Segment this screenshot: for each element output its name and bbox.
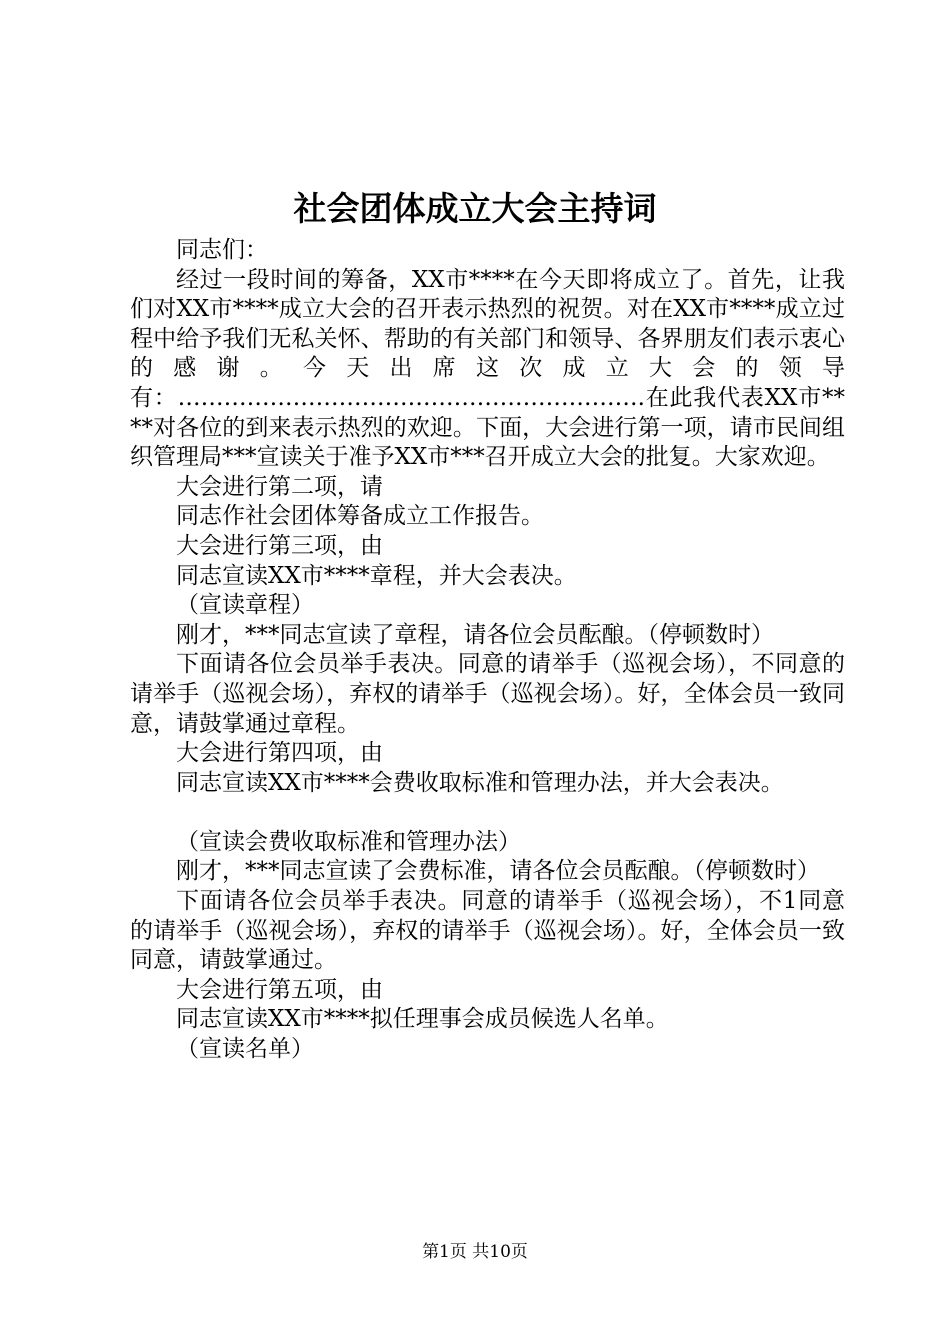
paragraph-item-three-charter: 同志宣读XX市****章程，并大会表决。 xyxy=(176,562,577,589)
paragraph-read-fees: （宣读会费收取标准和管理办法） xyxy=(176,828,521,855)
paragraph-read-list: （宣读名单） xyxy=(176,1036,314,1063)
paragraph-item-two: 大会进行第二项，请 xyxy=(176,473,383,500)
paragraph-item-three: 大会进行第三项，由 xyxy=(176,532,383,559)
paragraph-fees-discussion: 刚才，***同志宣读了会费标准，请各位会员酝酿。（停顿数时） xyxy=(176,858,820,885)
paragraph-greeting: 同志们： xyxy=(176,237,268,263)
document-body xyxy=(130,236,845,1065)
paragraph-item-four: 大会进行第四项，由 xyxy=(176,740,383,767)
paragraph-item-five-candidates: 同志宣读XX市****拟任理事会成员候选人名单。 xyxy=(176,1006,669,1033)
paragraph-charter-discussion: 刚才，***同志宣读了章程，请各位会员酝酿。（停顿数时） xyxy=(176,621,774,648)
page-number-footer: 第1页 共10页 xyxy=(422,1242,528,1262)
paragraph-item-two-report: 同志作社会团体筹备成立工作报告。 xyxy=(176,503,544,530)
paragraph-read-charter: （宣读章程） xyxy=(176,592,314,619)
paragraph-item-five: 大会进行第五项，由 xyxy=(176,976,383,1003)
document-title: 社会团体成立大会主持词 xyxy=(293,189,657,228)
paragraph-charter-vote: 下面请各位会员举手表决。同意的请举手（巡视会场），不同意的请举手（巡视会场），弃权的请举手（巡视会场）。好，全体会员一致同意，请鼓掌通过章程。 xyxy=(130,651,845,737)
paragraph-fees-vote: 下面请各位会员举手表决。同意的请举手（巡视会场），不1同意的请举手（巡视会场），弃权的请举手（巡视会场）。好，全体会员一致同意，请鼓掌通过。 xyxy=(130,888,845,974)
paragraph-opening: 经过一段时间的筹备，XX市****在今天即将成立了。首先，让我们对XX市****成立大会的召开表示热烈的祝贺。对在XX市****成立过程中给予我们无私关怀、帮助的有关部门和领导、各界朋友们表示衷心的感谢。今天出席这次成立大会的领导有：…………………………………………………….在此我代表XX市****对各位的到来表示热烈的欢迎。下面，大会进行第一项，请市民间组织管理局***宣读关于准予XX市***召开成立大会的批复。大家欢迎。 xyxy=(130,266,845,471)
paragraph-item-four-fees: 同志宣读XX市****会费收取标准和管理办法，并大会表决。 xyxy=(176,769,784,796)
